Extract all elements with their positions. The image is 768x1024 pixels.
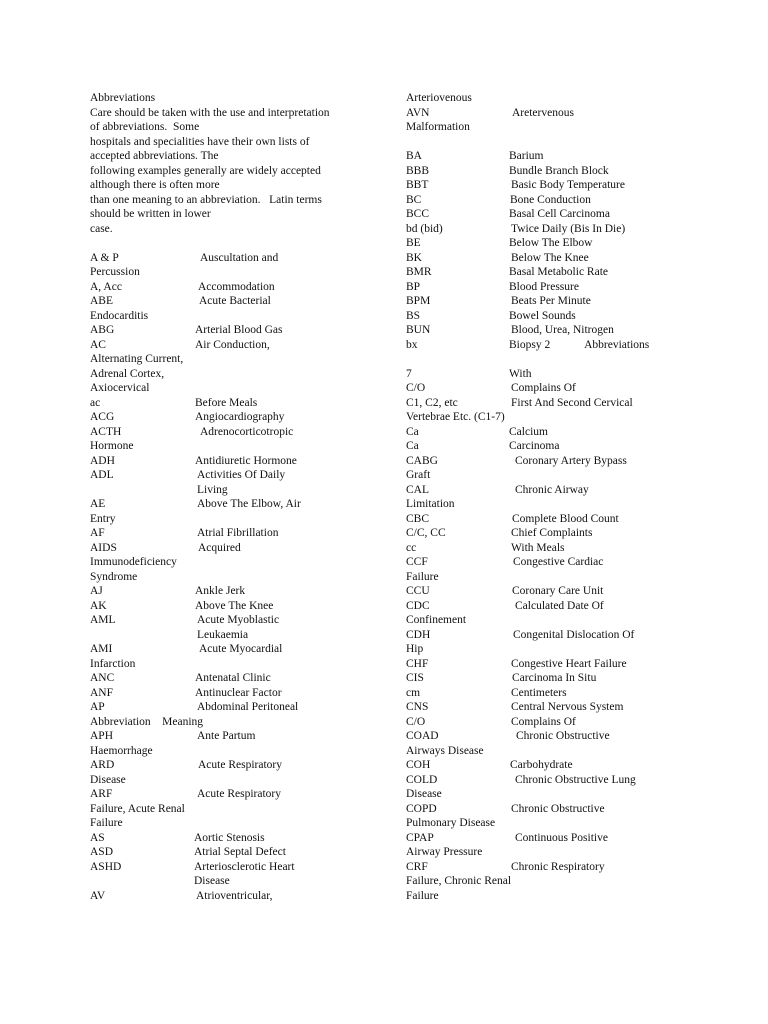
abbreviation-meaning: Carbohydrate	[510, 759, 573, 771]
abbreviation-meaning: Before Meals	[195, 396, 258, 409]
abbreviation-term: COH	[406, 759, 431, 771]
abbreviation-meaning: With	[509, 367, 532, 380]
abbreviation-term: bd (bid)	[406, 222, 443, 235]
abbreviation-term: A, Acc	[90, 280, 122, 293]
text-line: Percussion	[90, 266, 140, 278]
abbreviation-meaning: Living	[197, 483, 228, 496]
abbreviation-term: AVN	[406, 106, 430, 119]
abbreviation-meaning: Biopsy 2 Abbreviations	[509, 338, 650, 351]
abbreviation-meaning: Chronic Airway	[515, 483, 589, 496]
abbreviation-term: CAL	[406, 483, 429, 496]
abbreviation-meaning: Above The Knee	[195, 599, 274, 612]
abbreviation-term: cc	[406, 541, 417, 554]
abbreviation-entry	[90, 323, 390, 338]
abbreviation-term: BS	[406, 309, 421, 322]
abbreviation-term: C/O	[406, 382, 426, 394]
abbreviation-entry	[406, 265, 706, 280]
abbreviation-entry	[90, 700, 390, 715]
abbreviation-meaning: Above The Elbow, Air	[197, 498, 301, 510]
abbreviation-term: ANC	[90, 672, 115, 684]
abbreviation-entry	[406, 555, 706, 570]
abbreviation-term: CCF	[406, 556, 428, 568]
abbreviation-entry	[90, 758, 390, 773]
abbreviation-entry	[90, 686, 390, 701]
abbreviation-entry	[406, 222, 706, 237]
abbreviation-entry	[90, 874, 390, 889]
text-line: case.	[90, 222, 113, 235]
abbreviation-term: AML	[90, 614, 116, 626]
abbreviation-meaning: Complains Of	[511, 715, 576, 728]
text-line: hospitals and specialities have their own lists of	[90, 135, 310, 148]
abbreviation-entry	[90, 671, 390, 686]
abbreviation-entry	[90, 845, 390, 860]
abbreviation-entry	[406, 860, 706, 875]
abbreviation-term: AIDS	[90, 541, 117, 554]
abbreviation-meaning: Acute Bacterial	[199, 295, 271, 307]
abbreviation-meaning: Acute Respiratory	[198, 759, 282, 771]
abbreviation-entry	[406, 425, 706, 440]
abbreviation-term: CBC	[406, 512, 430, 525]
abbreviation-term: APH	[90, 730, 114, 742]
abbreviation-entry	[90, 599, 390, 614]
abbreviation-entry	[90, 642, 390, 657]
text-line: Vertebrae Etc. (C1-7)	[406, 411, 505, 423]
abbreviation-term: ABE	[90, 295, 113, 307]
abbreviation-term: 7	[406, 367, 412, 380]
abbreviation-term: CHF	[406, 657, 429, 670]
abbreviation-entry	[406, 367, 706, 382]
abbreviation-meaning: Complains Of	[511, 382, 576, 394]
abbreviation-entry	[90, 410, 390, 425]
text-line: Disease	[406, 788, 442, 800]
abbreviation-term: ABG	[90, 324, 115, 336]
abbreviation-entry	[406, 671, 706, 686]
abbreviation-entry	[406, 193, 706, 208]
text-line: Abbreviation Meaning	[90, 715, 204, 728]
abbreviation-meaning: Leukaemia	[197, 628, 249, 641]
abbreviation-meaning: Chronic Obstructive	[516, 730, 610, 742]
abbreviation-term: AS	[90, 831, 105, 844]
text-line: Syndrome	[90, 570, 138, 583]
abbreviation-meaning: Arteriosclerotic Heart	[194, 860, 295, 873]
right-column	[406, 91, 706, 903]
abbreviation-entry	[406, 802, 706, 817]
abbreviation-entry	[90, 251, 390, 266]
text-line: Confinement	[406, 614, 467, 626]
abbreviation-entry	[406, 483, 706, 498]
abbreviation-term: ARD	[90, 759, 115, 771]
text-line: Abbreviations	[90, 92, 156, 104]
text-line: Arteriovenous	[406, 92, 472, 104]
abbreviation-term: Ca	[406, 440, 419, 452]
abbreviation-entry	[406, 526, 706, 541]
abbreviation-term: CNS	[406, 701, 429, 713]
abbreviation-entry	[406, 657, 706, 672]
abbreviation-entry	[406, 338, 706, 353]
abbreviation-term: CCU	[406, 585, 430, 597]
abbreviation-term: COAD	[406, 730, 439, 742]
abbreviation-entry	[90, 294, 390, 309]
abbreviation-term: C/C, CC	[406, 527, 446, 539]
abbreviation-meaning: Acute Myocardial	[199, 643, 283, 655]
abbreviation-term: A & P	[90, 251, 119, 264]
abbreviation-entry	[90, 526, 390, 541]
text-line: Failure, Acute Renal	[90, 802, 185, 815]
text-line: Entry	[90, 512, 116, 525]
abbreviation-term: AV	[90, 889, 106, 902]
abbreviation-meaning: Bone Conduction	[510, 193, 591, 206]
abbreviation-meaning: Adrenocorticotropic	[200, 425, 294, 438]
text-line: Disease	[90, 773, 126, 786]
abbreviation-entry	[90, 541, 390, 556]
abbreviation-meaning: Congestive Cardiac	[513, 556, 604, 568]
abbreviation-term: ASD	[90, 846, 114, 858]
abbreviation-entry	[406, 512, 706, 527]
abbreviation-meaning: Aortic Stenosis	[194, 831, 265, 844]
abbreviation-entry	[90, 483, 390, 498]
abbreviation-entry	[90, 860, 390, 875]
abbreviation-meaning: Congenital Dislocation Of	[513, 628, 635, 641]
abbreviation-term: COPD	[406, 802, 437, 815]
abbreviation-entry	[406, 164, 706, 179]
abbreviation-term: C/O	[406, 715, 426, 728]
text-line: Airways Disease	[406, 744, 484, 757]
abbreviation-meaning: Accommodation	[198, 280, 275, 293]
abbreviation-meaning: Beats Per Minute	[511, 295, 591, 307]
abbreviation-entry	[406, 729, 706, 744]
text-line: although there is often more	[90, 179, 220, 191]
blank-line	[406, 352, 706, 367]
abbreviation-term: BC	[406, 193, 422, 206]
abbreviation-term: bx	[406, 338, 418, 351]
abbreviation-meaning: Twice Daily (Bis In Die)	[511, 222, 626, 235]
blank-line	[90, 236, 390, 251]
abbreviation-term: CPAP	[406, 831, 434, 844]
text-line: Adrenal Cortex,	[90, 367, 165, 380]
abbreviation-term: ARF	[90, 788, 113, 800]
abbreviation-entry	[406, 149, 706, 164]
abbreviation-meaning: Basic Body Temperature	[511, 179, 625, 191]
text-line: Pulmonary Disease	[406, 817, 496, 829]
text-line: Endocarditis	[90, 309, 149, 322]
abbreviation-term: BK	[406, 251, 422, 264]
text-line: Failure	[406, 570, 439, 583]
abbreviation-entry	[406, 686, 706, 701]
abbreviation-entry	[406, 584, 706, 599]
abbreviation-term: BUN	[406, 324, 431, 336]
abbreviation-meaning: Calculated Date Of	[515, 599, 604, 612]
abbreviation-meaning: Ankle Jerk	[195, 585, 246, 597]
abbreviation-meaning: With Meals	[511, 541, 565, 554]
abbreviation-term: AMI	[90, 643, 113, 655]
abbreviation-meaning: Ante Partum	[197, 730, 256, 742]
abbreviation-entry	[406, 758, 706, 773]
abbreviation-meaning: Centimeters	[511, 686, 567, 699]
abbreviation-meaning: Acute Myoblastic	[197, 614, 280, 626]
abbreviation-term: CIS	[406, 672, 424, 684]
abbreviation-meaning: Chronic Respiratory	[511, 860, 605, 873]
abbreviation-term: ACG	[90, 411, 115, 423]
abbreviation-entry	[406, 715, 706, 730]
text-line: Infarction	[90, 657, 136, 670]
abbreviation-term: CDH	[406, 628, 431, 641]
abbreviation-term: COLD	[406, 773, 438, 786]
abbreviation-meaning: Atrioventricular,	[196, 889, 273, 902]
abbreviation-entry	[90, 787, 390, 802]
abbreviation-entry	[90, 729, 390, 744]
text-line: should be written in lower	[90, 208, 211, 220]
abbreviation-entry	[406, 207, 706, 222]
abbreviation-entry	[406, 773, 706, 788]
abbreviation-meaning: Atrial Fibrillation	[197, 527, 279, 539]
text-line: Immunodeficiency	[90, 556, 177, 568]
abbreviation-meaning: Abdominal Peritoneal	[197, 701, 299, 713]
text-line: Hip	[406, 643, 424, 655]
abbreviation-meaning: Continuous Positive	[515, 831, 608, 844]
abbreviation-meaning: Acquired	[198, 541, 241, 554]
abbreviation-entry	[90, 613, 390, 628]
text-line: Limitation	[406, 498, 455, 510]
abbreviation-entry	[90, 425, 390, 440]
abbreviation-term: Ca	[406, 425, 419, 438]
abbreviation-meaning: Central Nervous System	[511, 701, 624, 713]
abbreviation-term: ACTH	[90, 425, 122, 438]
text-line: of abbreviations. Some	[90, 121, 200, 133]
abbreviation-entry	[406, 831, 706, 846]
abbreviation-entry	[406, 323, 706, 338]
abbreviation-entry	[406, 236, 706, 251]
abbreviation-term: AP	[90, 701, 105, 713]
abbreviation-term: AE	[90, 498, 106, 510]
abbreviation-entry	[406, 178, 706, 193]
abbreviation-term: cm	[406, 686, 421, 699]
text-line: Airway Pressure	[406, 846, 483, 858]
abbreviation-entry	[406, 396, 706, 411]
abbreviation-entry	[90, 468, 390, 483]
abbreviation-meaning: Basal Metabolic Rate	[509, 266, 608, 278]
abbreviation-term: ac	[90, 396, 101, 409]
abbreviation-meaning: Carcinoma In Situ	[512, 672, 597, 684]
abbreviation-meaning: Chronic Obstructive Lung	[515, 773, 636, 786]
abbreviation-meaning: Basal Cell Carcinoma	[509, 208, 610, 220]
abbreviation-meaning: Calcium	[509, 425, 548, 438]
abbreviation-entry	[90, 497, 390, 512]
abbreviation-term: CABG	[406, 454, 438, 467]
abbreviation-meaning: Angiocardiography	[195, 411, 285, 423]
blank-line	[406, 135, 706, 150]
abbreviation-meaning: Bowel Sounds	[509, 309, 576, 322]
abbreviation-term: CRF	[406, 860, 428, 873]
text-line: Failure	[90, 817, 123, 829]
text-line: Axiocervical	[90, 382, 150, 394]
abbreviation-meaning: Below The Elbow	[509, 237, 593, 249]
abbreviation-meaning: Coronary Care Unit	[512, 585, 604, 597]
abbreviation-entry	[90, 831, 390, 846]
abbreviation-meaning: First And Second Cervical	[511, 396, 633, 409]
left-column	[90, 91, 390, 903]
abbreviation-term: BBT	[406, 179, 429, 191]
text-line: Graft	[406, 469, 431, 481]
text-line: than one meaning to an abbreviation. Latin terms	[90, 193, 322, 206]
abbreviation-term: AK	[90, 599, 107, 612]
abbreviation-term: ASHD	[90, 860, 122, 873]
abbreviation-term: BA	[406, 150, 422, 162]
text-line: Hormone	[90, 440, 134, 452]
abbreviation-term: CDC	[406, 599, 430, 612]
abbreviation-entry	[406, 381, 706, 396]
abbreviation-entry	[406, 541, 706, 556]
text-line: Failure	[406, 889, 439, 902]
text-line: Care should be taken with the use and interpretation	[90, 106, 330, 119]
abbreviation-meaning: Antinuclear Factor	[195, 686, 282, 699]
abbreviation-entry	[90, 280, 390, 295]
abbreviation-term: BMR	[406, 266, 432, 278]
abbreviation-meaning: Complete Blood Count	[512, 512, 619, 525]
abbreviation-entry	[90, 338, 390, 353]
abbreviation-meaning: Coronary Artery Bypass	[515, 454, 627, 467]
abbreviation-meaning: Below The Knee	[511, 251, 589, 264]
abbreviation-entry	[406, 599, 706, 614]
abbreviation-meaning: Barium	[509, 150, 544, 162]
text-line: accepted abbreviations. The	[90, 150, 219, 162]
abbreviation-entry	[406, 309, 706, 324]
abbreviation-term: AJ	[90, 585, 103, 597]
text-line: following examples generally are widely accepted	[90, 164, 321, 177]
abbreviation-term: BCC	[406, 208, 430, 220]
abbreviation-meaning: Congestive Heart Failure	[511, 657, 627, 670]
abbreviation-term: AC	[90, 338, 106, 351]
abbreviation-meaning: Activities Of Daily	[197, 469, 286, 481]
abbreviation-term: C1, C2, etc	[406, 396, 458, 409]
abbreviation-entry	[406, 454, 706, 469]
abbreviation-entry	[406, 280, 706, 295]
abbreviation-term: BPM	[406, 295, 431, 307]
abbreviation-entry	[406, 251, 706, 266]
abbreviation-term: BBB	[406, 164, 430, 177]
abbreviation-entry	[406, 106, 706, 121]
abbreviation-meaning: Chief Complaints	[511, 527, 593, 539]
abbreviation-meaning: Disease	[194, 875, 230, 887]
abbreviation-meaning: Arterial Blood Gas	[195, 324, 283, 336]
abbreviation-meaning: Bundle Branch Block	[509, 164, 609, 177]
abbreviation-meaning: Antidiuretic Hormone	[195, 454, 297, 467]
abbreviation-meaning: Blood Pressure	[509, 280, 579, 293]
text-line: Alternating Current,	[90, 353, 184, 365]
abbreviation-term: BE	[406, 237, 421, 249]
abbreviation-entry	[406, 700, 706, 715]
abbreviation-entry	[90, 454, 390, 469]
abbreviation-entry	[90, 628, 390, 643]
abbreviation-entry	[406, 439, 706, 454]
abbreviation-term: ANF	[90, 686, 114, 699]
abbreviation-entry	[90, 396, 390, 411]
abbreviation-meaning: Carcinoma	[509, 440, 560, 452]
abbreviation-term: ADH	[90, 454, 115, 467]
abbreviation-meaning: Blood, Urea, Nitrogen	[511, 324, 614, 336]
text-line: Malformation	[406, 121, 470, 133]
abbreviation-meaning: Atrial Septal Defect	[194, 846, 286, 858]
abbreviation-entry	[90, 889, 390, 904]
abbreviation-meaning: Auscultation and	[200, 251, 279, 264]
abbreviation-term: BP	[406, 280, 421, 293]
abbreviation-meaning: Aretervenous	[512, 106, 574, 119]
abbreviation-meaning: Antenatal Clinic	[195, 672, 271, 684]
abbreviation-term: ADL	[90, 469, 114, 481]
abbreviation-entry	[90, 584, 390, 599]
abbreviation-entry	[406, 628, 706, 643]
abbreviation-term: AF	[90, 527, 105, 539]
text-line: Failure, Chronic Renal	[406, 875, 512, 887]
abbreviation-meaning: Acute Respiratory	[197, 788, 281, 800]
abbreviation-entry	[406, 294, 706, 309]
abbreviation-meaning: Chronic Obstructive	[511, 802, 605, 815]
abbreviation-meaning: Air Conduction,	[195, 338, 270, 351]
text-line: Haemorrhage	[90, 744, 153, 757]
